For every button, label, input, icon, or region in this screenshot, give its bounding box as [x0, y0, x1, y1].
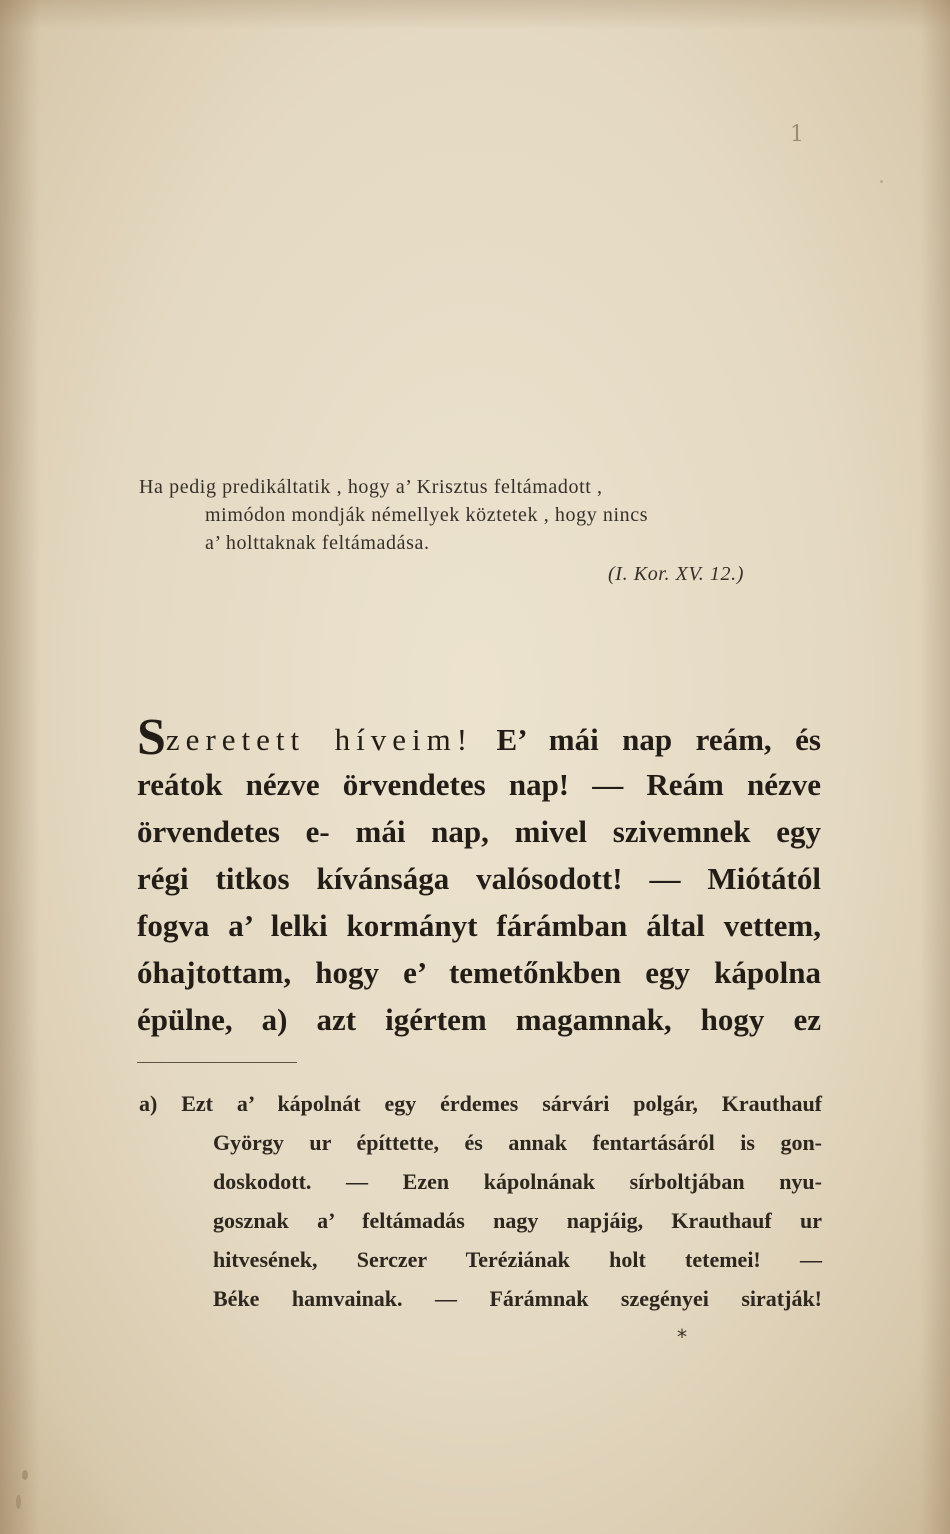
main-text-line: reátok nézve örvendetes nap! — Reám nézve — [137, 767, 821, 802]
main-text-line: régi titkos kívánsága valósodott! — Miótától — [137, 861, 821, 896]
dropcap: S — [137, 709, 166, 766]
footnote-rule — [137, 1062, 297, 1063]
epigraph-citation: (I. Kor. XV. 12.) — [608, 563, 744, 585]
main-text-line: óhajtottam, hogy e’ temetőnkben egy kápolna — [137, 955, 821, 990]
main-text-line: épülne, a) azt igértem magamnak, hogy ez — [137, 1002, 821, 1037]
left-edge-shadow — [0, 0, 40, 1534]
spaced-salutation: zeretett híveim! — [165, 722, 474, 757]
footnote-line: doskodott. — Ezen kápolnának sírboltjában nyu- — [213, 1169, 822, 1194]
main-text-first-rest: E’ mái nap reám, és — [496, 722, 821, 757]
folio-mark: 1 — [790, 122, 804, 147]
epigraph-line: a’ holttaknak feltámadása. — [205, 532, 430, 554]
main-text-line — [137, 709, 821, 766]
footnote-line: a) Ezt a’ kápolnát egy érdemes sárvári polgár, Krauthauf — [139, 1091, 822, 1116]
paper-speck — [22, 1470, 28, 1480]
epigraph-line: mimódon mondják némellyek köztetek , hogy nincs — [205, 504, 649, 526]
main-text — [137, 709, 821, 1043]
paper-speck — [16, 1495, 21, 1509]
main-text-line: örvendetes e- mái nap, mivel szivemnek egy — [137, 814, 821, 849]
epigraph-line: Ha pedig predikáltatik , hogy a’ Krisztus feltámadott , — [139, 476, 603, 498]
footnote — [139, 1084, 822, 1318]
footnote-line: György ur építtette, és annak fentartásáról is gon- — [213, 1130, 822, 1155]
footnote-line: gosznak a’ feltámadás nagy napjáig, Krauthauf ur — [213, 1208, 822, 1233]
main-text-line: fogva a’ lelki kormányt fárámban által vettem, — [137, 908, 821, 943]
top-edge-shadow — [0, 0, 950, 30]
footnote-line: Béke hamvainak. — Fárámnak szegényei siratják! — [213, 1286, 822, 1311]
signature-mark: * — [677, 1325, 687, 1349]
paper-speck — [880, 180, 883, 183]
right-edge-shadow — [920, 0, 950, 1534]
footnote-line: hitvesének, Serczer Teréziának holt tetemei! — — [213, 1247, 822, 1272]
epigraph — [139, 473, 824, 588]
